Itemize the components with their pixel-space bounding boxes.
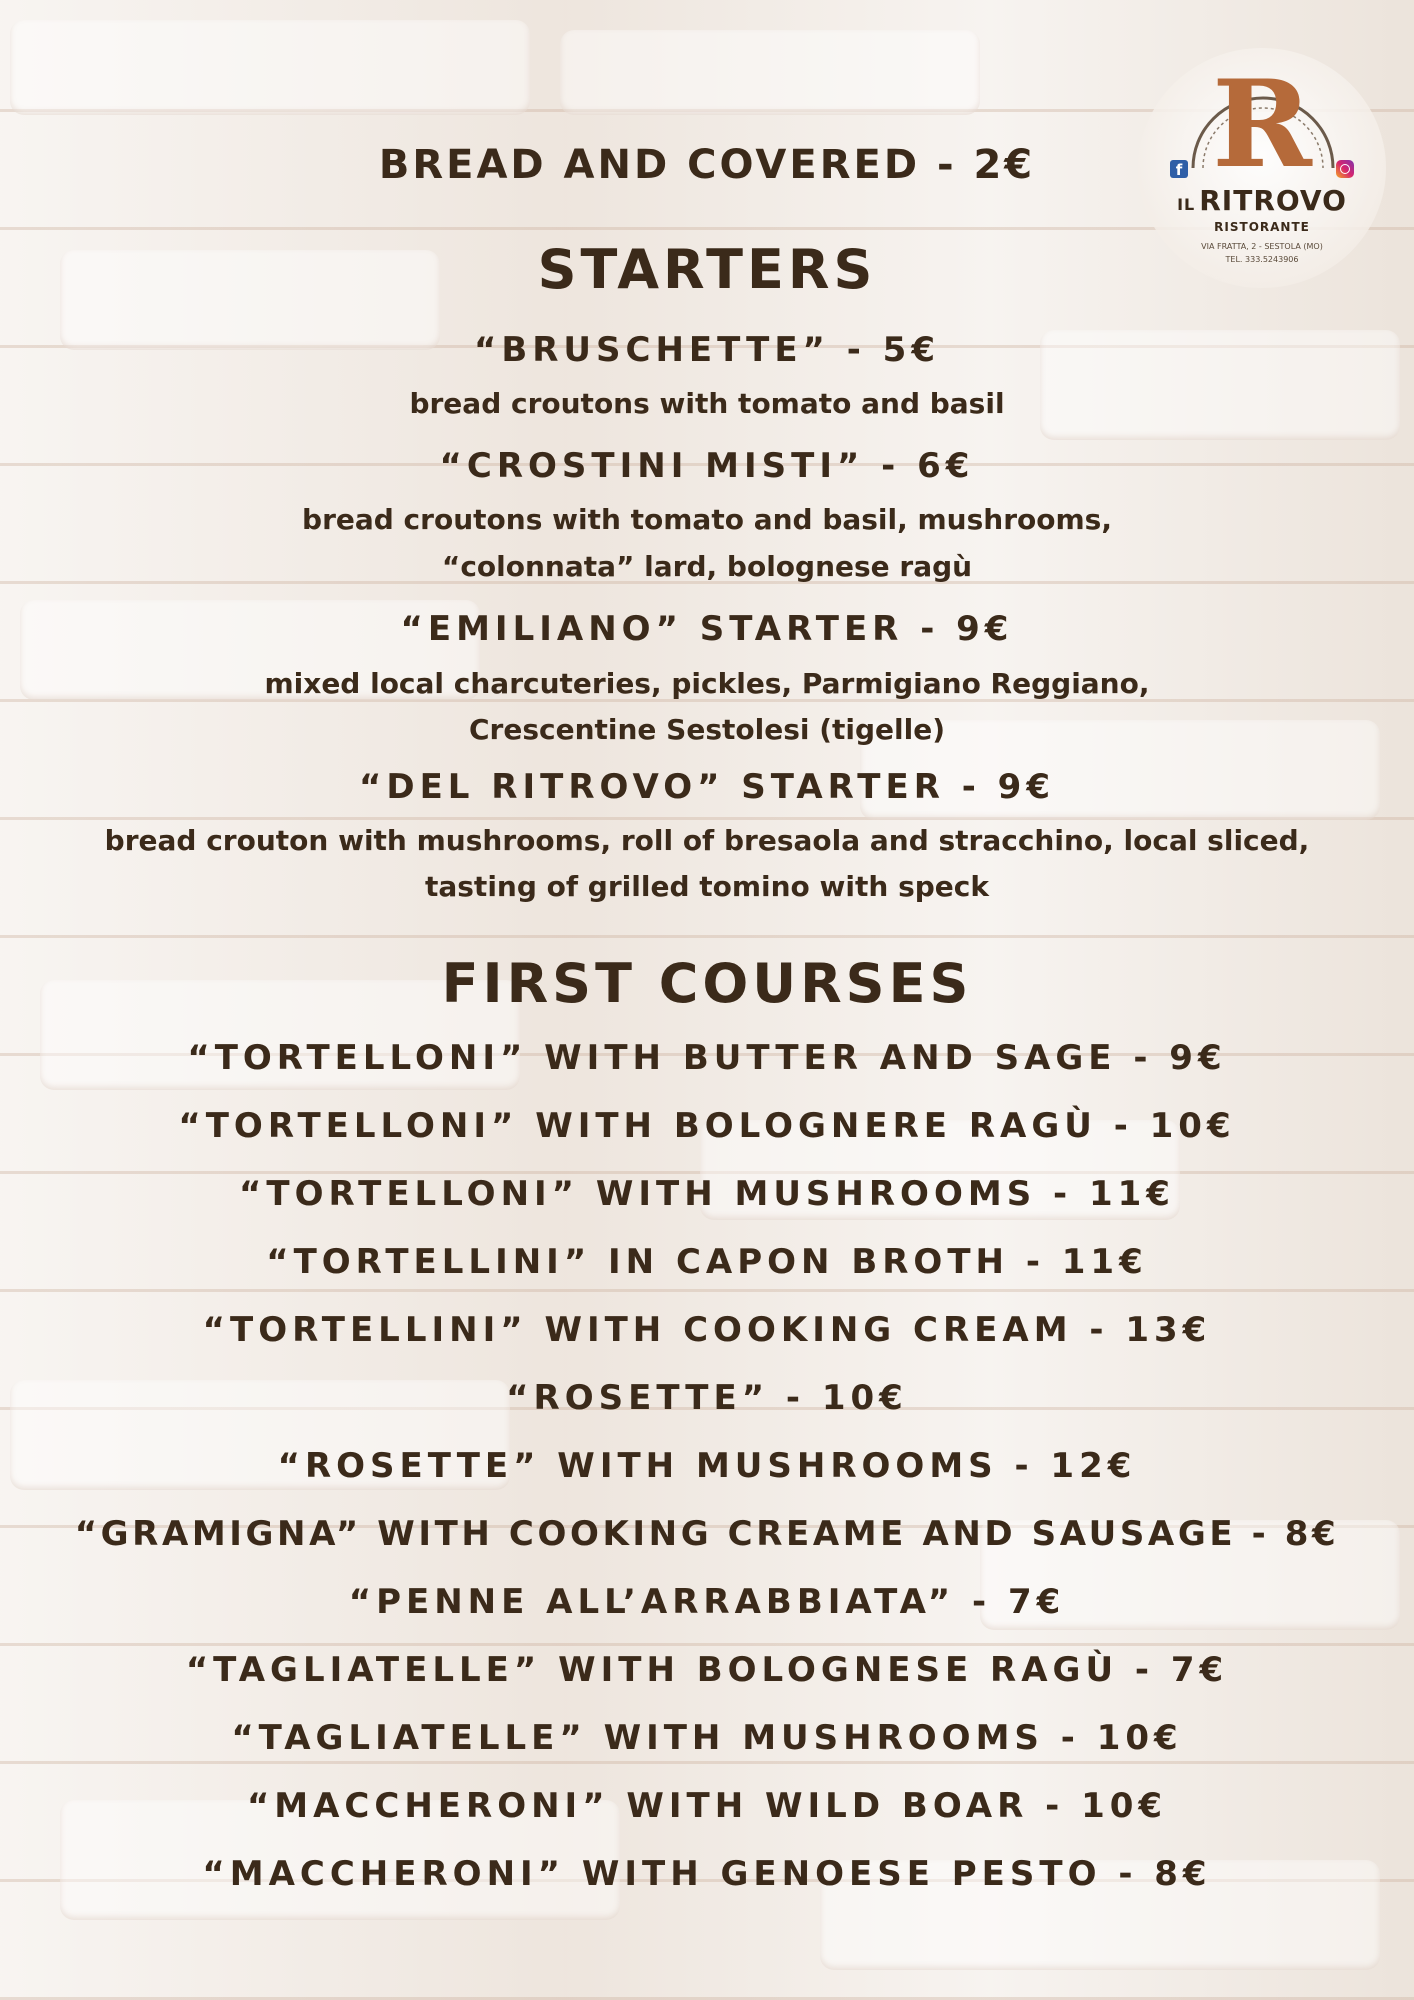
starter-item-description: bread croutons with tomato and basil, mushrooms, <box>302 503 1112 536</box>
starter-item-description: “colonnata” lard, bolognese ragù <box>441 550 973 583</box>
starters-section-title: STARTERS <box>537 238 877 301</box>
first-course-item: “PENNE ALL’ARRABBIATA” - 7€ <box>348 1582 1066 1622</box>
starter-item-name: “CROSTINI MISTI” - 6€ <box>439 446 975 486</box>
first-course-item: “TORTELLONI” WITH BOLOGNERE RAGÙ - 10€ <box>178 1106 1236 1146</box>
logo-letter: R <box>1212 54 1312 195</box>
first-course-item: “MACCHERONI” WITH GENOESE PESTO - 8€ <box>202 1854 1212 1894</box>
first-course-item: “TAGLIATELLE” WITH MUSHROOMS - 10€ <box>231 1718 1183 1758</box>
starter-item-description: tasting of grilled tomino with speck <box>424 870 989 903</box>
starter-item-description: mixed local charcuteries, pickles, Parmigiano Reggiano, <box>264 667 1150 700</box>
first-course-item: “MACCHERONI” WITH WILD BOAR - 10€ <box>246 1786 1168 1826</box>
first-course-item: “ROSETTE” WITH MUSHROOMS - 12€ <box>277 1446 1137 1486</box>
logo-phone: TEL. 333.5243906 <box>1225 255 1299 264</box>
starter-item-name: “EMILIANO” STARTER - 9€ <box>400 609 1014 649</box>
logo-name <box>1138 184 1386 217</box>
first-course-item: “GRAMIGNA” WITH COOKING CREAME AND SAUSAGE - 8€ <box>74 1514 1340 1554</box>
logo-il: IL <box>1177 195 1196 214</box>
first-course-item: “TAGLIATELLE” WITH BOLOGNESE RAGÙ - 7€ <box>185 1650 1229 1690</box>
first-courses-section-title: FIRST COURSES <box>441 952 973 1015</box>
logo-ritrovo: RITROVO <box>1199 184 1347 217</box>
logo-subtitle: RISTORANTE <box>1214 220 1310 234</box>
cover-charge-heading: BREAD AND COVERED - 2€ <box>378 142 1036 188</box>
starter-item-description: bread croutons with tomato and basil <box>409 387 1005 420</box>
restaurant-logo <box>1138 48 1386 288</box>
starter-item-name: “BRUSCHETTE” - 5€ <box>473 330 940 370</box>
first-course-item: “TORTELLINI” IN CAPON BROTH - 11€ <box>266 1242 1148 1282</box>
first-course-item: “TORTELLINI” WITH COOKING CREAM - 13€ <box>202 1310 1212 1350</box>
first-course-item: “TORTELLONI” WITH BUTTER AND SAGE - 9€ <box>187 1038 1227 1078</box>
starter-item-name: “DEL RITROVO” STARTER - 9€ <box>359 767 1055 807</box>
facebook-icon: f <box>1170 160 1188 178</box>
starter-item-description: Crescentine Sestolesi (tigelle) <box>468 713 946 746</box>
starter-item-description: bread crouton with mushrooms, roll of bresaola and stracchino, local sliced, <box>104 824 1310 857</box>
logo-address: VIA FRATTA, 2 - SESTOLA (MO) <box>1201 242 1323 251</box>
first-course-item: “ROSETTE” - 10€ <box>506 1378 908 1418</box>
first-course-item: “TORTELLONI” WITH MUSHROOMS - 11€ <box>239 1174 1175 1214</box>
instagram-icon <box>1336 160 1354 178</box>
